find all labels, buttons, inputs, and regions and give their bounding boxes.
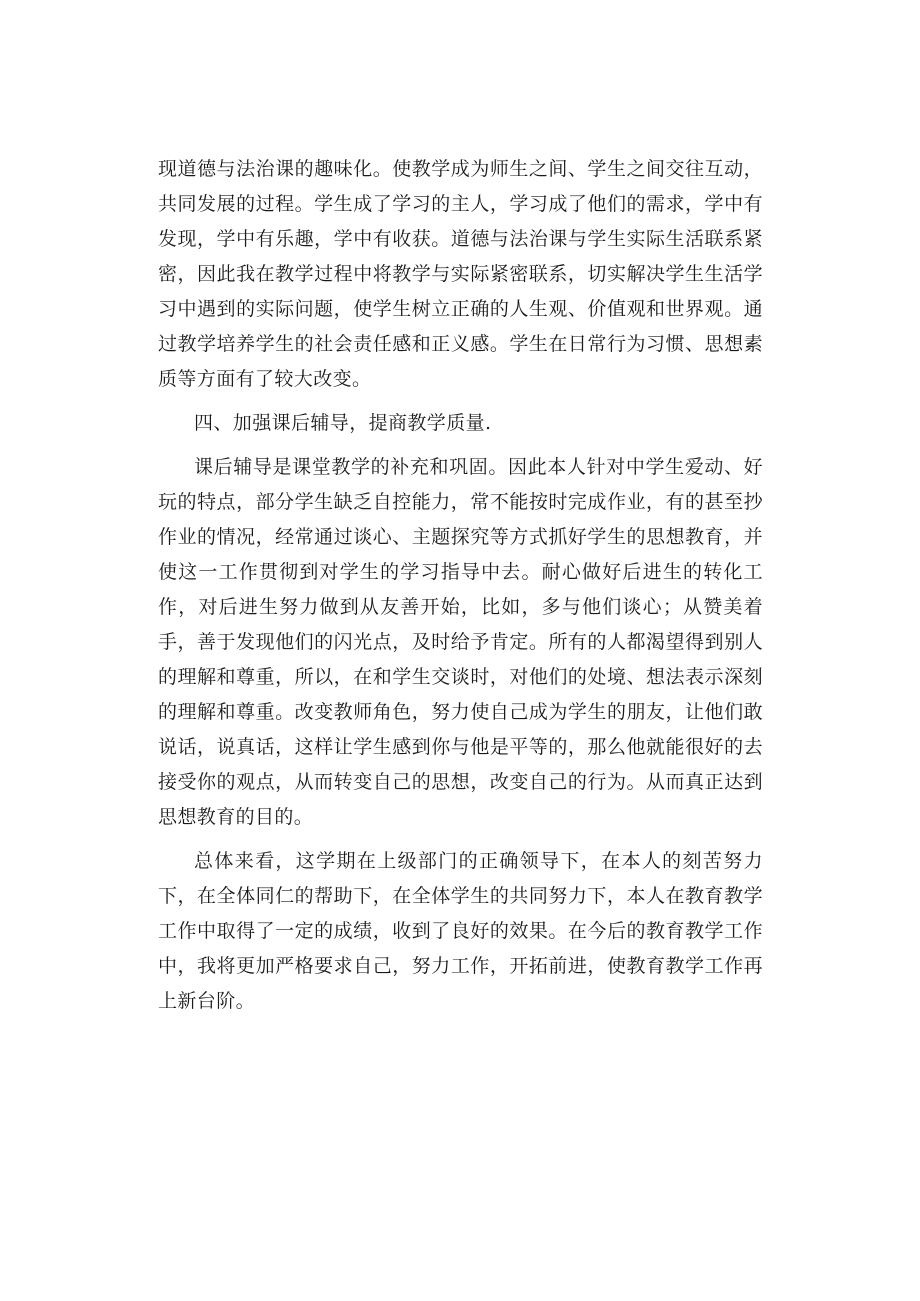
paragraph-summary: 总体来看，这学期在上级部门的正确领导下，在本人的刻苦努力下，在全体同仁的帮助下，在全体学生的共同努力下，本人在教育教学工作中取得了一定的成绩，收到了良好的效果。在今后的教育教学工作中，我将更加严格要求自己，努力工作，开拓前进，使教育教学工作再上新台阶。 (158, 850, 763, 1012)
section-heading: 四、加强课后辅导，提商教学质量. (194, 412, 492, 434)
paragraph-tutoring: 课后辅导是课堂教学的补充和巩固。因此本人针对中学生爱动、好玩的特点，部分学生缺乏自控能力，常不能按时完成作业，有的甚至抄作业的情况，经常通过谈心、主题探究等方式抓好学生的思想教育，并使这一工作贯彻到对学生的学习指导中去。耐心做好后进生的转化工作，对后进生努力做到从友善开始，比如，多与他们谈心；从赞美着手，善于发现他们的闪光点，及时给予肯定。所有的人都渴望得到别人的理解和尊重，所以，在和学生交谈时，对他们的处境、想法表示深刻的理解和尊重。改变教师角色，努力使自己成为学生的朋友，让他们敢说话，说真话，这样让学生感到你与他是平等的，那么他就能很好的去接受你的观点，从而转变自己的思想，改变自己的行为。从而真正达到思想教育的目的。 (158, 456, 763, 828)
paragraph-continuation: 现道德与法治课的趣味化。使教学成为师生之间、学生之间交往互动，共同发展的过程。学生成了学习的主人，学习成了他们的需求，学中有发现，学中有乐趣，学中有收获。道德与法治课与学生实际生活联系紧密，因此我在教学过程中将教学与实际紧密联系，切实解决学生生活学习中遇到的实际问题，使学生树立正确的人生观、价值观和世界观。通过教学培养学生的社会责任感和正义感。学生在日常行为习惯、思想素质等方面有了较大改变。 (158, 158, 763, 390)
document-body (158, 152, 763, 1019)
